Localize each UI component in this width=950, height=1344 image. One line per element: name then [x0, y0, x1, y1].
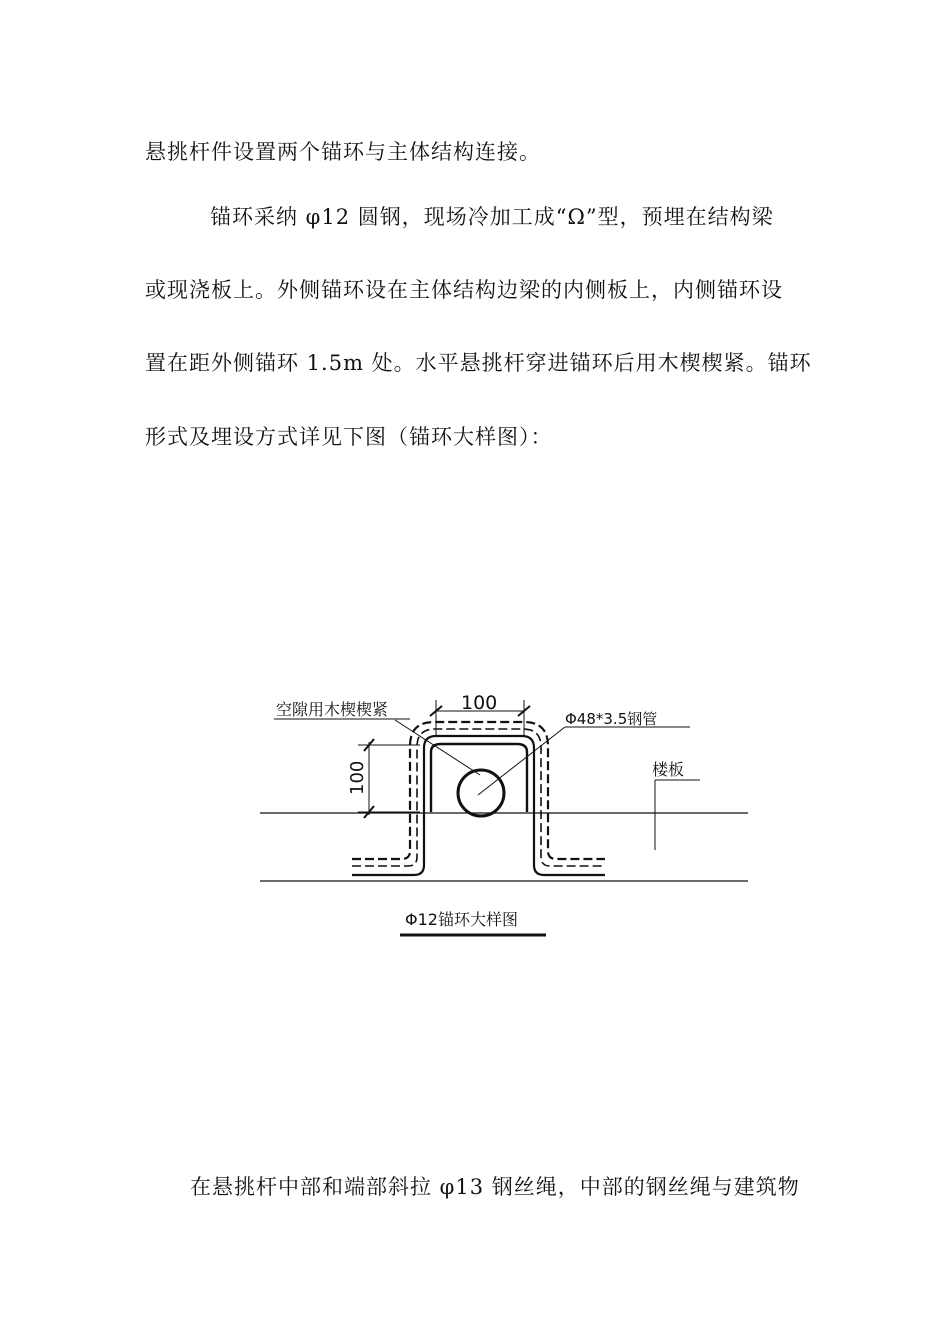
paragraph-5: 形式及埋设方式详见下图（锚环大样图）： [145, 425, 553, 449]
diagram-caption: Φ12锚环大样图 [405, 910, 518, 929]
pipe-label: Φ48*3.5钢管 [565, 710, 658, 728]
paragraph-3: 或现浇板上。外侧锚环设在主体结构边梁的内侧板上，内侧锚环设 [145, 278, 783, 302]
paragraph-2: 锚环采纳 φ12 圆钢，现场冷加工成“Ω”型，预埋在结构梁 [210, 205, 774, 229]
slab-label: 楼板 [652, 760, 685, 779]
pipe-leader-line [478, 727, 565, 795]
paragraph-6: 在悬挑杆中部和端部斜拉 φ13 钢丝绳，中部的钢丝绳与建筑物 [190, 1175, 800, 1199]
width-dimension-label: 100 [461, 692, 498, 714]
paragraph-1: 悬挑杆件设置两个锚环与主体结构连接。 [145, 140, 541, 164]
paragraph-4: 置在距外侧锚环 1.5m 处。水平悬挑杆穿进锚环后用木楔楔紧。锚环 [145, 351, 812, 375]
anchor-ring-diagram [250, 680, 760, 940]
wedge-label: 空隙用木楔楔紧 [276, 700, 389, 719]
height-dimension-label: 100 [347, 760, 368, 795]
